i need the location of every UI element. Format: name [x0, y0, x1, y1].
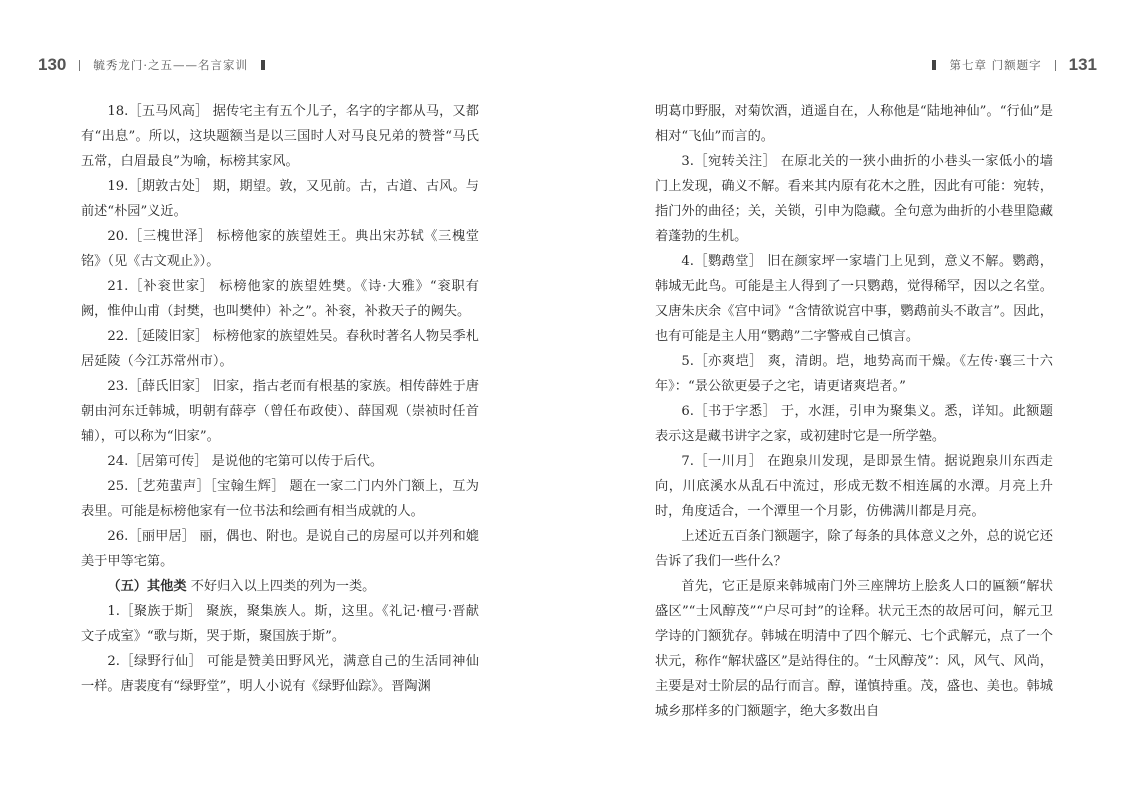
right-page-number: 131 [1068, 55, 1097, 74]
entry-paragraph: 19.［期敦古处］ 期，期望。敦，又见前。古，古道、古风。与前述“朴园”义近。 [81, 179, 479, 219]
entry-paragraph: 7.［一川月］ 在跑泉川发现，是即景生情。据说跑泉川东西走向，川底溪水从乱石中流过，形成无数不相连属的水潭。月亮上升时，角度适合，一个潭里一个月影，仿佛满川都是月亮。 [655, 454, 1053, 519]
entry-paragraph: 1.［聚族于斯］ 聚族，聚集族人。斯，这里。《礼记·檀弓·晋献文子成室》“歌与斯，哭于斯，聚国族于斯”。 [81, 604, 479, 644]
section-description: 不好归入以上四类的列为一类。 [190, 579, 376, 594]
body-paragraph: 首先，它正是原来韩城南门外三座牌坊上脍炙人口的匾额“解状盛区”“士风醇茂”“户尽可封”的诠释。状元王杰的故居可问，解元卫学诗的门额犹存。韩城在明清中了四个解元、七个武解元，点了一个状元，称作“解状盛区”是站得住的。“士风醇茂”：风，风气、风尚，主要是对士阶层的品行而言。醇，谨慎持重。茂，盛也、美也。韩城城乡那样多的门额题字，绝大多数出自 [655, 579, 1053, 719]
left-page-header [38, 54, 278, 76]
right-running-title: 第七章 门额题字 [949, 58, 1042, 72]
continuation-paragraph: 明葛巾野服，对菊饮酒，逍遥自在，人称他是“陆地神仙”。“行仙”是相对“飞仙”而言的。 [655, 104, 1053, 144]
entry-paragraph: 25.［艺苑蜚声］［宝翰生辉］ 题在一家二门内外门额上，互为表里。可能是标榜他家有一位书法和绘画有相当成就的人。 [81, 479, 479, 519]
section-heading: （五）其他类 [107, 579, 187, 594]
header-divider [79, 60, 80, 71]
right-page-header [919, 54, 1097, 76]
entry-paragraph: 24.［居第可传］ 是说他的宅第可以传于后代。 [107, 454, 384, 469]
header-marker [261, 60, 265, 70]
entry-paragraph: 4.［鹦鹉堂］ 旧在颜家坪一家墙门上见到，意义不解。鹦鹉，韩城无此鸟。可能是主人得到了一只鹦鹉，觉得稀罕，因以之名堂。又唐朱庆余《宫中词》“含情欲说宫中事，鹦鹉前头不敢言”。因此，也有可能是主人用“鹦鹉”二字警戒自己慎言。 [655, 254, 1053, 344]
entry-paragraph: 21.［补衮世家］ 标榜他家的族望姓樊。《诗·大雅》“衮职有阙，惟仲山甫（封樊，也叫樊仲）补之”。补衮，补救天子的阙失。 [81, 279, 479, 319]
entry-paragraph: 3.［宛转关注］ 在原北关的一狭小曲折的小巷头一家低小的墙门上发现，确义不解。看来其内原有花木之胜，因此有可能：宛转，指门外的曲径；关，关锁，引申为隐藏。全句意为曲折的小巷里隐藏着蓬勃的生机。 [655, 154, 1053, 244]
right-page-body [655, 99, 1053, 724]
left-page-body [81, 99, 479, 699]
entry-paragraph: 20.［三槐世泽］ 标榜他家的族望姓王。典出宋苏轼《三槐堂铭》（见《古文观止》）。 [81, 229, 479, 269]
header-divider [1055, 60, 1056, 71]
left-running-title: 毓秀龙门·之五——名言家训 [93, 58, 249, 72]
entry-paragraph: 26.［丽甲居］ 丽，偶也、附也。是说自己的房屋可以并列和媲美于甲等宅第。 [81, 529, 479, 569]
body-paragraph: 上述近五百条门额题字，除了每条的具体意义之外，总的说它还告诉了我们一些什么？ [655, 529, 1053, 569]
section-line [81, 574, 479, 599]
entry-paragraph: 18.［五马风高］ 据传宅主有五个儿子，名字的字都从马，又都有“出息”。所以，这块题额当是以三国时人对马良兄弟的赞誉“马氏五常，白眉最良”为喻，标榜其家风。 [81, 104, 479, 169]
left-page-number: 130 [38, 55, 67, 74]
entry-paragraph: 22.［延陵旧家］ 标榜他家的族望姓吴。春秋时著名人物吴季札居延陵（今江苏常州市）。 [81, 329, 479, 369]
entry-paragraph: 6.［书于字悉］ 于，水涯，引申为聚集义。悉，详知。此额题表示这是藏书讲字之家，或初建时它是一所学塾。 [655, 404, 1053, 444]
entry-paragraph: 2.［绿野行仙］ 可能是赞美田野风光，满意自己的生活同神仙一样。唐裴度有“绿野堂”，明人小说有《绿野仙踪》。晋陶渊 [81, 654, 479, 694]
header-marker [932, 60, 936, 70]
entry-paragraph: 23.［薛氏旧家］ 旧家，指古老而有根基的家族。相传薛姓于唐朝由河东迁韩城，明朝有薛亭（曾任布政使）、薛国观（崇祯时任首辅），可以称为“旧家”。 [81, 379, 479, 444]
entry-paragraph: 5.［亦爽垲］ 爽，清朗。垲，地势高而干燥。《左传·襄三十六年》：“景公欲更晏子之宅，请更诸爽垲者。” [655, 354, 1053, 394]
